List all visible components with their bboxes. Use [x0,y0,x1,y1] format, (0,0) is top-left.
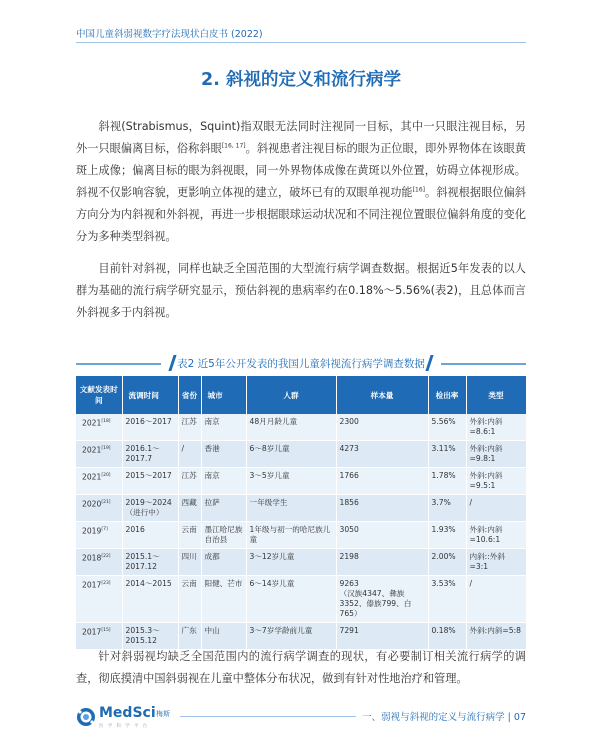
sample-cell: 4273 [336,441,428,468]
year-cell [76,576,122,623]
header-cell: 检出率 [428,376,466,414]
table-header-row [76,376,526,414]
population-cell: 1年级与初一的哈尼族儿童 [246,522,336,549]
table-row [76,414,526,441]
sample-cell: 9263 （汉族4347、彝族3352、傣族799、白765） [336,576,428,623]
sample-cell: 3050 [336,522,428,549]
sample-cell: 1856 [336,495,428,522]
population-cell: 48月月龄儿童 [246,414,336,441]
year-cell [76,495,122,522]
year-text: 2021 [82,418,102,428]
year-text: 2018 [82,553,102,563]
sample-cell: 7291 [336,623,428,650]
paragraph-text: 。斜视患者注视目标的眼为正位眼，即外界物体在该眼黄斑上成像；偏离目标的眼为斜视眼，同一外界物体成像在黄斑以外位置，妨碍立体视形成。斜视不仅影响容貌，更影响立体视的建立，破坏已有的双眼单视功能 [76,142,526,199]
type-cell: 外斜:内斜=9.8:1 [466,441,526,468]
citation-ref: [23] [101,581,111,586]
city-cell: 南京 [201,468,246,495]
city-cell: 中山 [201,623,246,650]
sample-cell: 2198 [336,549,428,576]
table-body [76,414,526,650]
table-row [76,549,526,576]
header-cell: 流调时间 [122,376,178,414]
rate-cell: 0.18% [428,623,466,650]
rate-cell: 2.00% [428,549,466,576]
header-cell: 样本量 [336,376,428,414]
rate-cell: 3.53% [428,576,466,623]
city-cell: 拉萨 [201,495,246,522]
population-cell: 3～5岁儿童 [246,468,336,495]
type-cell: 内斜::外斜=3:1 [466,549,526,576]
paragraph-definition [76,116,526,248]
paragraph-epidemiology: 目前针对斜视，同样也缺乏全国范围的大型流行病学调查数据。根据近5年发表的以人群为基础的流行病学研究显示，预估斜视的患病率约在0.18%～5.56%(表2)，且总体而言外斜视多于内斜视。 [76,262,526,319]
sample-cell: 2300 [336,414,428,441]
type-cell: 外斜:内斜=5:8 [466,623,526,650]
period-cell: 2015～2017 [122,468,178,495]
type-cell: 外斜:内斜=9.5:1 [466,468,526,495]
running-header: 中国儿童斜弱视数字疗法现状白皮书 (2022) [76,29,263,40]
period-cell: 2016 [122,522,178,549]
province-cell: 广东 [178,623,201,650]
year-cell [76,441,122,468]
year-text: 2020 [82,499,102,509]
paragraph-conclusion: 针对斜弱视均缺乏全国范围内的流行病学调查的现状，有必要制订相关流行病学的调查，彻底摸清中国斜弱视在儿童中整体分布状况，做到有针对性地治疗和管理。 [76,650,526,685]
citation-ref: [7] [101,527,108,532]
table-row [76,522,526,549]
province-cell: 江苏 [178,414,201,441]
province-cell: 云南 [178,576,201,623]
table-row [76,441,526,468]
year-cell [76,549,122,576]
paragraph-text: 斜视(Strabismus，Squint)指双眼无法同时注视同一目标，其中一只眼注视目标，另外一只眼偏离目标，俗称斜眼 [76,120,526,155]
period-cell: 2014～2015 [122,576,178,623]
citation-ref: [18] [101,419,111,424]
year-cell [76,522,122,549]
province-cell: 云南 [178,522,201,549]
sample-cell: 1766 [336,468,428,495]
table-row [76,576,526,623]
year-cell [76,468,122,495]
header-cell: 人群 [246,376,336,414]
province-cell: / [178,441,201,468]
table-caption [76,355,526,373]
population-cell: 3～7岁学龄前儿童 [246,623,336,650]
year-text: 2017 [82,627,102,637]
city-cell: 南京 [201,414,246,441]
city-cell: 墨江哈尼族自治县 [201,522,246,549]
rate-cell: 3.7% [428,495,466,522]
citation-ref: [21] [101,500,111,505]
header-cell: 城市 [201,376,246,414]
medsci-logo [76,706,176,728]
population-cell: 6～14岁儿童 [246,576,336,623]
population-cell: 3～12岁儿童 [246,549,336,576]
citation-ref: [22] [101,554,111,559]
citation-ref: [16, 17] [221,142,246,150]
citation-ref: [16] [412,186,425,194]
footer-chapter-page: 一、弱视与斜视的定义与流行病学 | 07 [362,712,526,723]
population-cell: 一年级学生 [246,495,336,522]
citation-ref: [19] [101,446,111,451]
epidemiology-table [76,376,527,650]
table-row [76,495,526,522]
year-text: 2017 [82,580,102,590]
header-cell: 文献发表时间 [76,376,122,414]
province-cell: 四川 [178,549,201,576]
city-cell: 香港 [201,441,246,468]
year-text: 2021 [82,445,102,455]
logo-chinese: 梅斯 [156,710,170,718]
type-cell: / [466,495,526,522]
city-cell: 阳健、芒市 [201,576,246,623]
city-cell: 成都 [201,549,246,576]
section-title: 2. 斜视的定义和流行病学 [201,70,401,90]
period-cell: 2015.1～2017.12 [122,549,178,576]
province-cell: 江苏 [178,468,201,495]
header-cell: 类型 [466,376,526,414]
rate-cell: 1.78% [428,468,466,495]
period-cell: 2015.3～2015.12 [122,623,178,650]
header-cell: 省份 [178,376,201,414]
medsci-logo-icon [76,707,96,727]
logo-wordmark: MedSci [99,705,156,721]
year-text: 2021 [82,472,102,482]
paragraph-text: 。斜视根据眼位偏斜方向分为内斜视和外斜视，再进一步根据眼球运动状况和不同注视位置眼位偏斜角度的变化分为多种类型斜视。 [76,186,526,243]
citation-ref: [15] [101,628,111,633]
type-cell: 外斜:内斜=8.6:1 [466,414,526,441]
type-cell: 外斜:内斜=10.6:1 [466,522,526,549]
rate-cell: 1.93% [428,522,466,549]
year-cell [76,414,122,441]
table-row [76,468,526,495]
type-cell: / [466,576,526,623]
period-cell: 2016～2017 [122,414,178,441]
rate-cell: 5.56% [428,414,466,441]
period-cell: 2016.1～2017.7 [122,441,178,468]
year-text: 2019 [82,526,102,536]
population-cell: 6～8岁儿童 [246,441,336,468]
epidemiology-table-container [76,376,526,645]
rate-cell: 3.11% [428,441,466,468]
province-cell: 西藏 [178,495,201,522]
logo-tagline: 医 学 科 学 平 台 [99,724,149,729]
caption-line-right [441,363,526,365]
header-divider [76,42,526,43]
citation-ref: [20] [101,473,111,478]
table-caption-text: 表2 近5年公开发表的我国儿童斜视流行病学调查数据 [177,358,425,370]
period-cell: 2019～2024（进行中） [122,495,178,522]
footer-divider [180,716,356,717]
